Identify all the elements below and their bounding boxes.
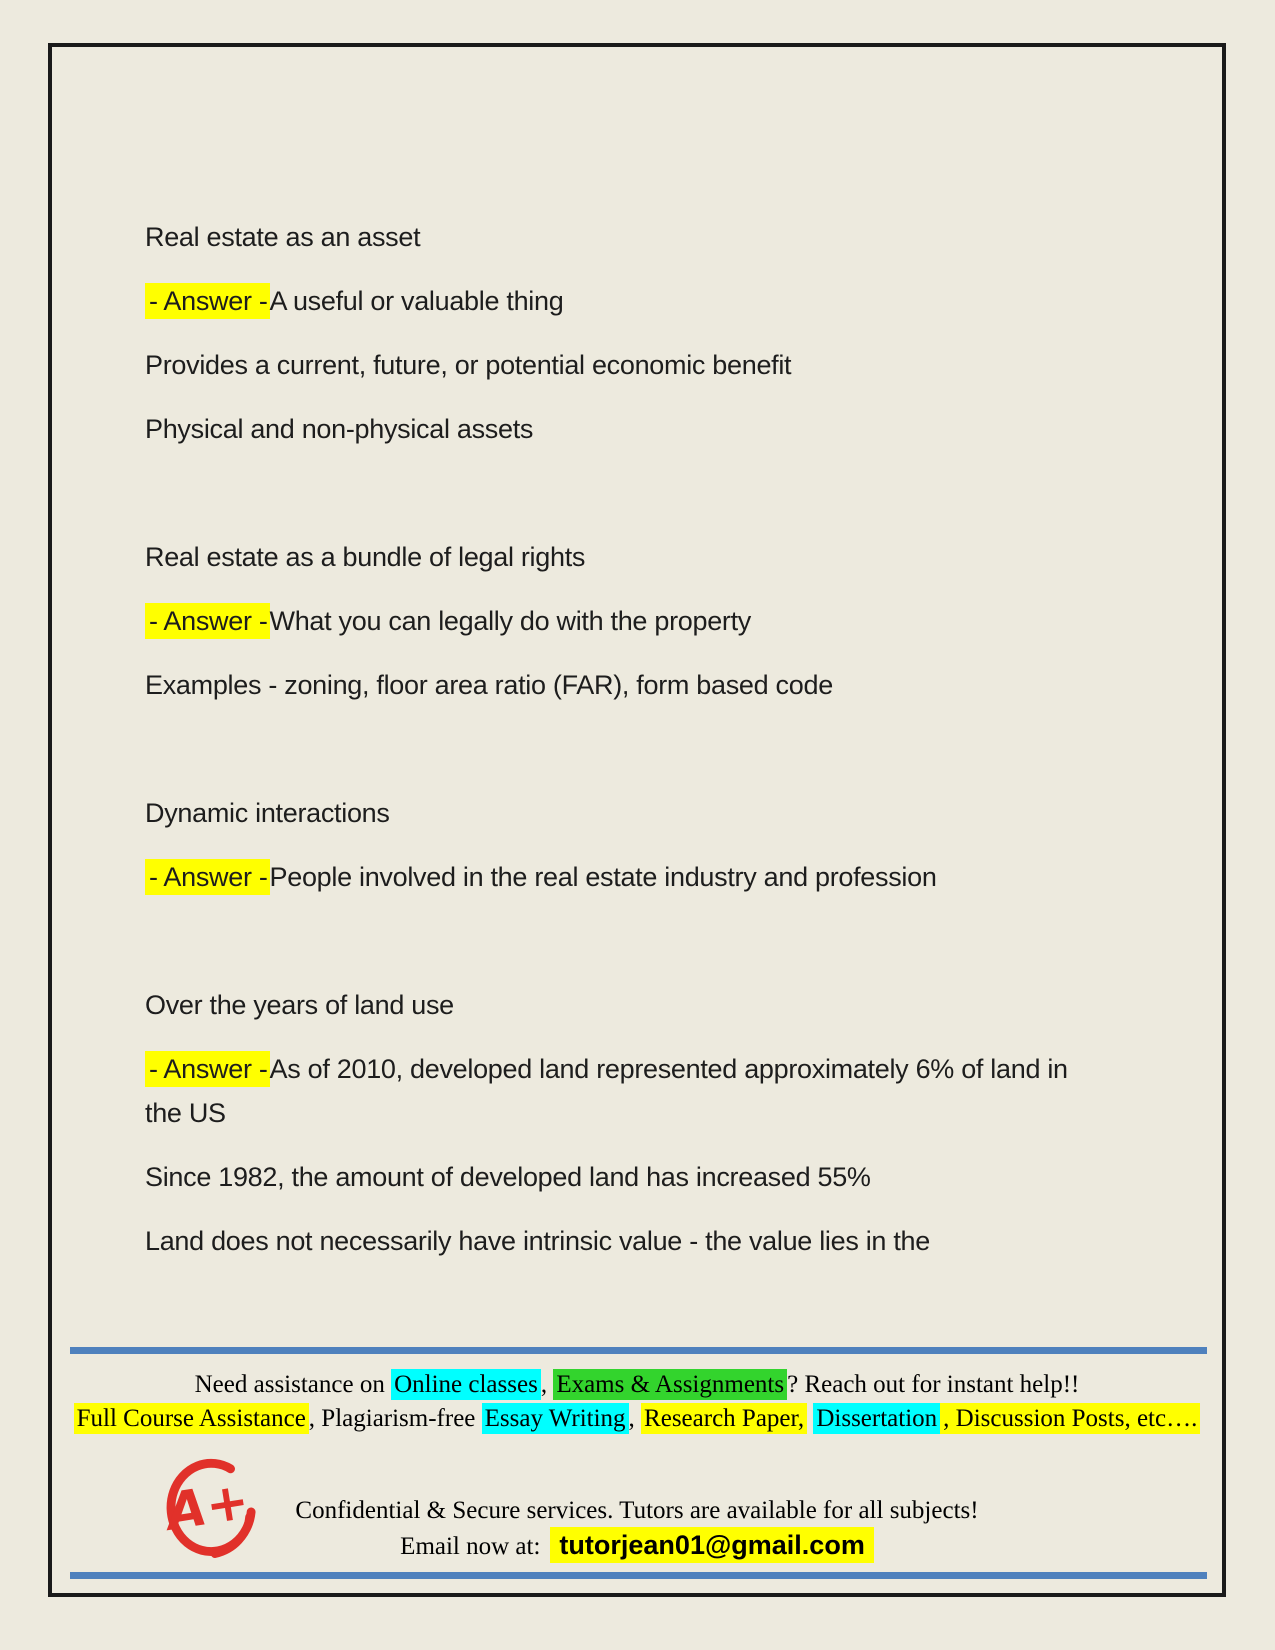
highlighted-text: Exams & Assignments bbox=[553, 1369, 787, 1400]
footer-text: Need assistance on bbox=[194, 1371, 392, 1398]
paragraph: Real estate as an asset bbox=[145, 222, 421, 252]
highlighted-text: Dissertation bbox=[813, 1403, 940, 1434]
answer-highlight: - Answer - bbox=[145, 283, 270, 319]
footer-services-line bbox=[52, 1403, 1222, 1435]
footer-text: ? Reach out for instant help!! bbox=[787, 1371, 1080, 1398]
answer-paragraph: - Answer -A useful or valuable thing bbox=[145, 279, 1075, 323]
highlighted-text: , Discussion Posts, etc…. bbox=[940, 1403, 1200, 1434]
answer-paragraph: - Answer -What you can legally do with the property bbox=[145, 599, 1075, 643]
highlighted-text: Online classes bbox=[391, 1369, 541, 1400]
answer-highlight: - Answer - bbox=[145, 859, 270, 895]
footer-assistance-line bbox=[52, 1369, 1222, 1401]
email-address[interactable]: tutorjean01@gmail.com bbox=[550, 1527, 873, 1563]
paragraph: Over the years of land use bbox=[145, 990, 454, 1020]
answer-highlight: - Answer - bbox=[145, 603, 270, 639]
footer-bottom-divider bbox=[70, 1572, 1207, 1579]
answer-paragraph: - Answer -As of 2010, developed land represented approximately 6% of land in the US bbox=[145, 1047, 1075, 1135]
footer-email-line bbox=[52, 1529, 1222, 1563]
footer-text: , bbox=[628, 1405, 642, 1432]
section-spacer bbox=[145, 471, 1105, 535]
paragraph: Since 1982, the amount of developed land has increased 55% bbox=[145, 1162, 871, 1192]
paragraph: Land does not necessarily have intrinsic value - the value lies in the bbox=[145, 1226, 930, 1256]
section-spacer bbox=[145, 727, 1105, 791]
answer-paragraph: - Answer -People involved in the real estate industry and profession bbox=[145, 855, 1075, 899]
paragraph: Examples - zoning, floor area ratio (FAR), form based code bbox=[145, 670, 833, 700]
paragraph: Dynamic interactions bbox=[145, 798, 390, 828]
highlighted-text: Essay Writing bbox=[482, 1403, 629, 1434]
answer-highlight: - Answer - bbox=[145, 1051, 270, 1087]
svg-text:A+: A+ bbox=[162, 1471, 254, 1543]
paragraph: Real estate as a bundle of legal rights bbox=[145, 542, 586, 572]
highlighted-text: Full Course Assistance bbox=[74, 1403, 309, 1434]
paragraph: Provides a current, future, or potential economic benefit bbox=[145, 350, 792, 380]
footer-top-divider bbox=[70, 1347, 1207, 1354]
highlighted-text: Research Paper, bbox=[641, 1403, 807, 1434]
document-body bbox=[145, 215, 1105, 1283]
document-frame bbox=[48, 43, 1226, 1597]
section-spacer bbox=[145, 919, 1105, 983]
email-label: Email now at: bbox=[400, 1533, 541, 1560]
footer-text: , bbox=[540, 1371, 554, 1398]
footer-confidential-line: Confidential & Secure services. Tutors are available for all subjects! bbox=[295, 1497, 979, 1524]
paragraph: Physical and non-physical assets bbox=[145, 414, 534, 444]
footer-text: , Plagiarism-free bbox=[308, 1405, 482, 1432]
